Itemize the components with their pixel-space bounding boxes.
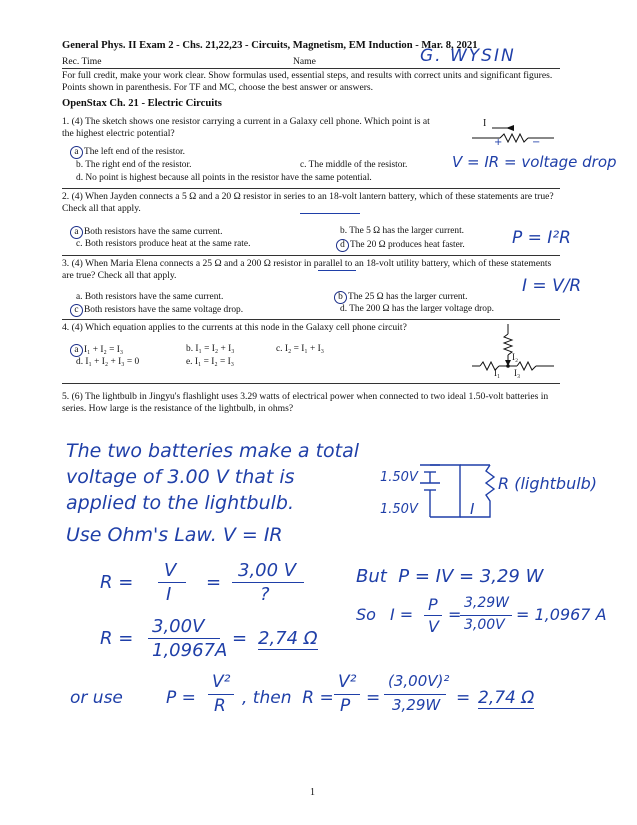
work-line-4: Use Ohm's Law. V = IR bbox=[66, 524, 283, 546]
q2-selected-mark-a: a bbox=[70, 226, 83, 239]
q4-option-b[interactable]: b. I₁ = I₂ + I₃ bbox=[186, 344, 235, 354]
q1-option-a[interactable]: a The left end of the resistor. bbox=[70, 146, 185, 159]
work-current-line: So I = P V = 3,29W 3,00V = 1,0967 A bbox=[356, 595, 607, 636]
q4-option-c[interactable]: c. I₂ = I₁ + I₃ bbox=[276, 344, 324, 354]
q3-option-b[interactable]: b The 25 Ω has the larger current. bbox=[334, 291, 468, 304]
question-1-text: 1. (4) The sketch shows one resistor carrying a current in a Galaxy cell phone. Which point is at the highest electric potential? bbox=[62, 116, 430, 139]
q4-option-d[interactable]: d. I₁ + I₂ + I₃ = 0 bbox=[76, 357, 140, 367]
work-alternative: or use P = V² R , then R = V² P = (3,00V)² 3,29W = 2,74 Ω bbox=[70, 672, 535, 716]
battery-1-label: 1.50V bbox=[380, 470, 418, 485]
q3-option-c[interactable]: c Both resistors have the same voltage drop. bbox=[70, 304, 243, 317]
q2-option-a[interactable]: a Both resistors have the same current. bbox=[70, 226, 223, 239]
q3-option-d[interactable]: d. The 200 Ω has the larger voltage drop. bbox=[340, 304, 494, 314]
q2-option-b[interactable]: b. The 5 Ω has the larger current. bbox=[340, 226, 465, 236]
student-name: G. WYSIN bbox=[420, 46, 516, 66]
work-line-2: voltage of 3.00 V that is bbox=[66, 466, 295, 488]
q4-option-a[interactable]: a I₁ + I₂ = I₃ bbox=[70, 344, 123, 357]
q3-option-a[interactable]: a. Both resistors have the same current. bbox=[76, 292, 224, 302]
circuit-current-label: I bbox=[470, 500, 475, 518]
q2-option-c[interactable]: c. Both resistors produce heat at the same rate. bbox=[76, 239, 251, 249]
instructions: For full credit, make your work clear. Show formulas used, essential steps, and results with correct units and significant figures. Points shown in parenthesis. For TF and MC, choose the best answer or answers. bbox=[62, 70, 553, 93]
work-line-1: The two batteries make a total bbox=[66, 440, 360, 462]
q3-note: I = V/R bbox=[522, 276, 582, 296]
question-2-text: 2. (4) When Jayden connects a 5 Ω and a 20 Ω resistor in series to an 18-volt lantern battery, which of these statements are true? Check all that apply. bbox=[62, 191, 554, 214]
q4-label-i1: I₁ bbox=[494, 368, 501, 378]
exam-title: General Phys. II Exam 2 - Chs. 21,22,23 - Circuits, Magnetism, EM Induction - Mar. 8, 2021 bbox=[62, 40, 478, 51]
q1-option-c[interactable]: c. The middle of the resistor. bbox=[300, 160, 408, 170]
q2-option-d[interactable]: d The 20 Ω produces heat faster. bbox=[336, 239, 465, 252]
q4-label-i3: I₃ bbox=[514, 368, 521, 378]
svg-text:+: + bbox=[494, 137, 503, 148]
page-number: 1 bbox=[310, 787, 315, 798]
section-heading: OpenStax Ch. 21 - Electric Circuits bbox=[62, 98, 222, 109]
q3-selected-mark-c: c bbox=[70, 304, 83, 317]
q3-selected-mark-b: b bbox=[334, 291, 347, 304]
rec-time-label: Rec. Time bbox=[62, 56, 102, 67]
q1-current-label: I bbox=[483, 118, 487, 129]
work-line-3: applied to the lightbulb. bbox=[66, 492, 295, 514]
q4-label-i2: I₂ bbox=[512, 352, 519, 362]
q1-option-d[interactable]: d. No point is highest because all points in the resistor have the same potential. bbox=[76, 173, 372, 183]
q2-selected-mark-d: d bbox=[336, 239, 349, 252]
q4-selected-mark: a bbox=[70, 344, 83, 357]
q2-note: P = I²R bbox=[512, 228, 571, 248]
q4-option-e[interactable]: e. I₁ = I₂ = I₃ bbox=[186, 357, 234, 367]
q1-selected-mark: a bbox=[70, 146, 83, 159]
battery-2-label: 1.50V bbox=[380, 502, 418, 517]
question-3-text: 3. (4) When Maria Elena connects a 25 Ω and a 200 Ω resistor in parallel to an 18-volt utility battery, which of these statements are true? Check all that apply. bbox=[62, 258, 552, 281]
bulb-label: R (lightbulb) bbox=[498, 474, 598, 493]
work-power-line: But P = IV = 3,29 W bbox=[356, 566, 544, 587]
svg-text:−: − bbox=[532, 137, 541, 148]
q1-option-b[interactable]: b. The right end of the resistor. bbox=[76, 160, 192, 170]
question-4-text: 4. (4) Which equation applies to the currents at this node in the Galaxy cell phone circuit? bbox=[62, 322, 407, 333]
work-r-result: R = 3,00V 1,0967A = 2,74 Ω bbox=[100, 616, 318, 661]
question-5-text: 5. (6) The lightbulb in Jingyu's flashlight uses 3.29 watts of electrical power when connected to two ideal 1.50-volt batteries in series. How large is the resistance of the lightbulb, in ohms? bbox=[62, 391, 549, 414]
q1-note: V = IR = voltage drop bbox=[452, 153, 617, 171]
work-r-equation: R = V I = 3,00 V ? bbox=[100, 560, 340, 610]
name-label: Name bbox=[293, 56, 316, 67]
